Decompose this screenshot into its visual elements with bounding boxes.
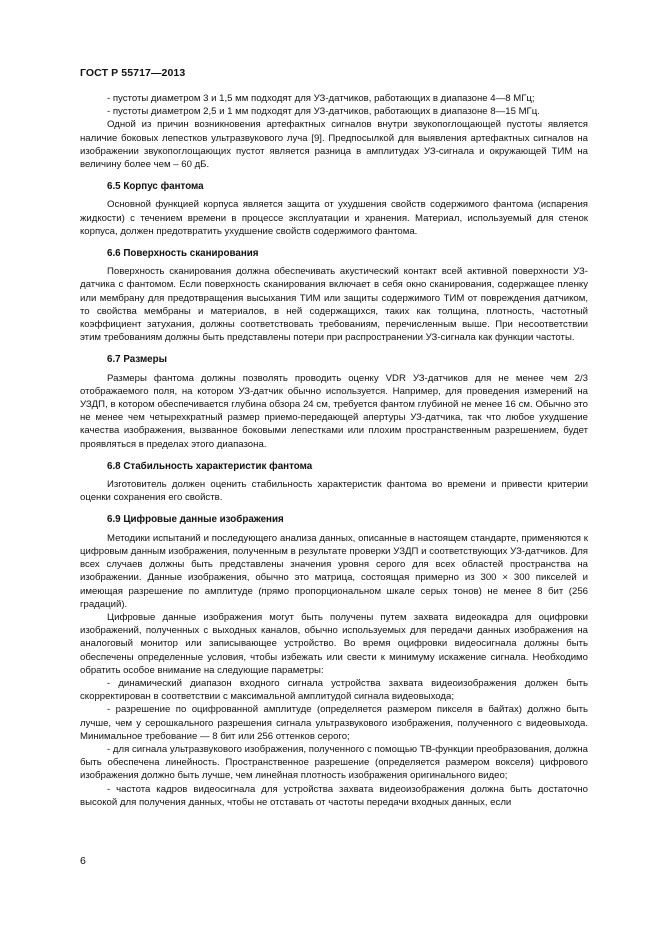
list-item: - частота кадров видеосигнала для устройства захвата видеоизображения должна быть достаточно высокой для получения данных, чтобы не отставать от частоты передачи входных данных, если	[80, 783, 588, 808]
section-heading: 6.5 Корпус фантома	[107, 181, 204, 193]
body-paragraph: Цифровые данные изображения могут быть получены путем захвата видеокадра для оцифровки изображений, полученных с выходных каналов, обычно используемых для передачи данных изображения на аналоговый монитор или записывающее устройство. Во время оцифровки видеосигнала должны быть обеспечены определенные условия, чтобы избежать или свести к минимуму искажение сигнала. Необходимо обратить особое внимание на следующие параметры:	[80, 611, 588, 676]
body-paragraph: Основной функцией корпуса является защита от ухудшения свойств содержимого фантома (испарения жидкости) с течением времени в процессе эксплуатации и хранения. Материал, используемый для стенок корпуса, должен предотвратить ухудшение свойств содержимого фантома.	[80, 199, 588, 237]
list-item: - для сигнала ультразвукового изображения, полученного с помощью ТВ-функции преобразования, должна быть обеспечена линейность. Пространственное разрешение (определяется размером вокселя) цифрового изображения должно быть лучше, чем линейная плотность изображения оригинального видео;	[80, 743, 588, 782]
body-paragraph: Изготовитель должен оценить стабильность характеристик фантома во времени и привести критерии оценки сохранения его свойств.	[80, 479, 588, 504]
body-paragraph: Одной из причин возникновения артефактных сигналов внутри звукопоглощающей пустоты является наличие боковых лепестков ультразвукового луча [9]. Предпосылкой для выявления артефактных сигналов на изображении звукопоглощающих пустот является разница в амплитудах УЗ-сигнала и окружающей ТИМ на величину более чем – 60 дБ.	[80, 119, 588, 171]
list-item: - пустоты диаметром 3 и 1,5 мм подходят для УЗ-датчиков, работающих в диапазоне 4—8 МГц;	[107, 93, 535, 104]
list-item: - динамический диапазон входного сигнала устройства захвата видеоизображения должен быть скорректирован в соответствии с максимальной амплитудой сигнала видеовыхода;	[80, 677, 588, 703]
section-heading: 6.6 Поверхность сканирования	[107, 248, 259, 260]
body-paragraph: Поверхность сканирования должна обеспечивать акустический контакт всей активной поверхности УЗ-датчика с фантомом. Если поверхность сканирования включает в себя окно сканирования, содержащее пленку или мембрану для предотвращения высыхания ТИМ или защиты содержимого ТИМ от повреждения датчиком, то свойства мембраны и материалов, в ней содержащихся, таких как толщина, плотность, частотный коэффициент затухания, должны соответствовать требованиям, перечисленным выше. При несоответствии этим требованиям должны быть представлены потери при распространении УЗ-сигнала как функции частоты.	[80, 266, 588, 344]
section-heading: 6.7 Размеры	[107, 354, 167, 366]
body-paragraph: Методики испытаний и последующего анализа данных, описанные в настоящем стандарте, применяются к цифровым данным изображения, полученным в результате проверки УЗДП и соответствующих УЗ-датчиков. Для всех случаев должны быть представлены значения уровня серого для всех областей пространства на изображении. Данные изображения, обычно это матрица, состоящая примерно из 300 × 300 пикселей и имеющая разрешение по амплитуде (прямо пропорциональном шкале серых тонов) не менее 8 бит (256 градаций).	[80, 532, 588, 610]
list-item: - разрешение по оцифрованной амплитуде (определяется размером пикселя в байтах) должно быть лучше, чем у серошкального разрешения сигнала ультразвукового изображения, полученного с видеовыхода. Минимальное требование — 8 бит или 256 оттенков серого;	[80, 704, 588, 742]
body-paragraph: Размеры фантома должны позволять проводить оценку VDR УЗ-датчиков для не менее чем 2/3 отображаемого поля, на котором УЗ-датчик обычно используется. Например, для проведения измерений на УЗДП, в котором обеспечивается глубина обзора 24 см, требуется фантом глубиной не менее 16 см. Обычно это не менее чем четырехкратный размер приемо-передающей апертуры УЗ-датчика, так что любое ухудшение качества изображения, вызванное боковыми лепестками или плохим пространственным разрешением, будет проявляться в пределах этого диапазона.	[80, 372, 588, 450]
document-header: ГОСТ Р 55717—2013	[80, 67, 186, 79]
section-heading: 6.8 Стабильность характеристик фантома	[107, 460, 313, 472]
section-heading: 6.9 Цифровые данные изображения	[107, 514, 284, 526]
document-body	[80, 92, 588, 809]
list-item: - пустоты диаметром 2,5 и 1 мм подходят для УЗ-датчиков, работающих в диапазоне 8—15 МГц.	[107, 106, 540, 118]
page-number: 6	[80, 855, 86, 867]
